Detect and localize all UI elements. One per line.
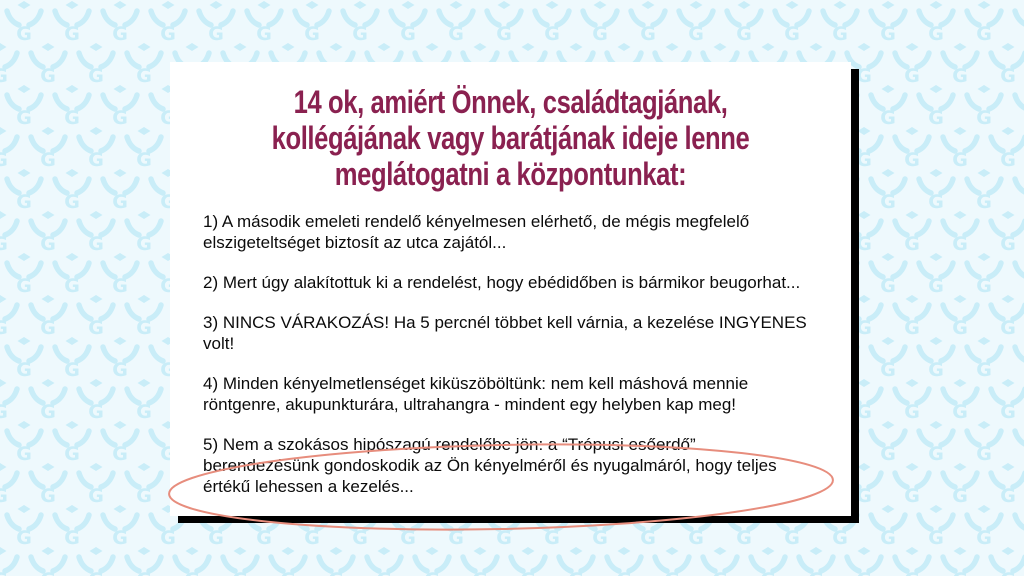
title-line-3: meglátogatni a központunkat: xyxy=(334,156,687,192)
title-line-2: kollégájának vagy barátjának ideje lenne xyxy=(271,120,750,156)
list-item-4: 4) Minden kényelmetlenséget kiküszöböltünk: nem kell máshová mennie röntgenre, akupunkturára, ultrahangra - mindent egy helyben kap meg! xyxy=(203,374,749,414)
reason-list xyxy=(203,211,809,497)
list-item-2: 2) Mert úgy alakítottuk ki a rendelést, hogy ebédidőben is bármikor beugorhat... xyxy=(203,273,801,292)
list-item-1: 1) A második emeleti rendelő kényelmesen elérhető, de mégis megfelelő elszigeteltséget biztosít az utca zajától... xyxy=(203,212,750,252)
slide-card xyxy=(170,62,851,516)
list-item-5: 5) Nem a szokásos hipószagú rendelőbe jön: a “Trópusi esőerdő” berendezésünk gondoskodik az Ön kényelméről és nyugalmáról, hogy teljes értékű lehessen a kezelés... xyxy=(203,435,777,496)
title-line-1: 14 ok, amiért Önnek, családtagjának, xyxy=(293,84,728,120)
list-item-3: 3) NINCS VÁRAKOZÁS! Ha 5 percnél többet kell várnia, a kezelése INGYENES volt! xyxy=(203,313,807,353)
slide-title xyxy=(170,84,851,192)
